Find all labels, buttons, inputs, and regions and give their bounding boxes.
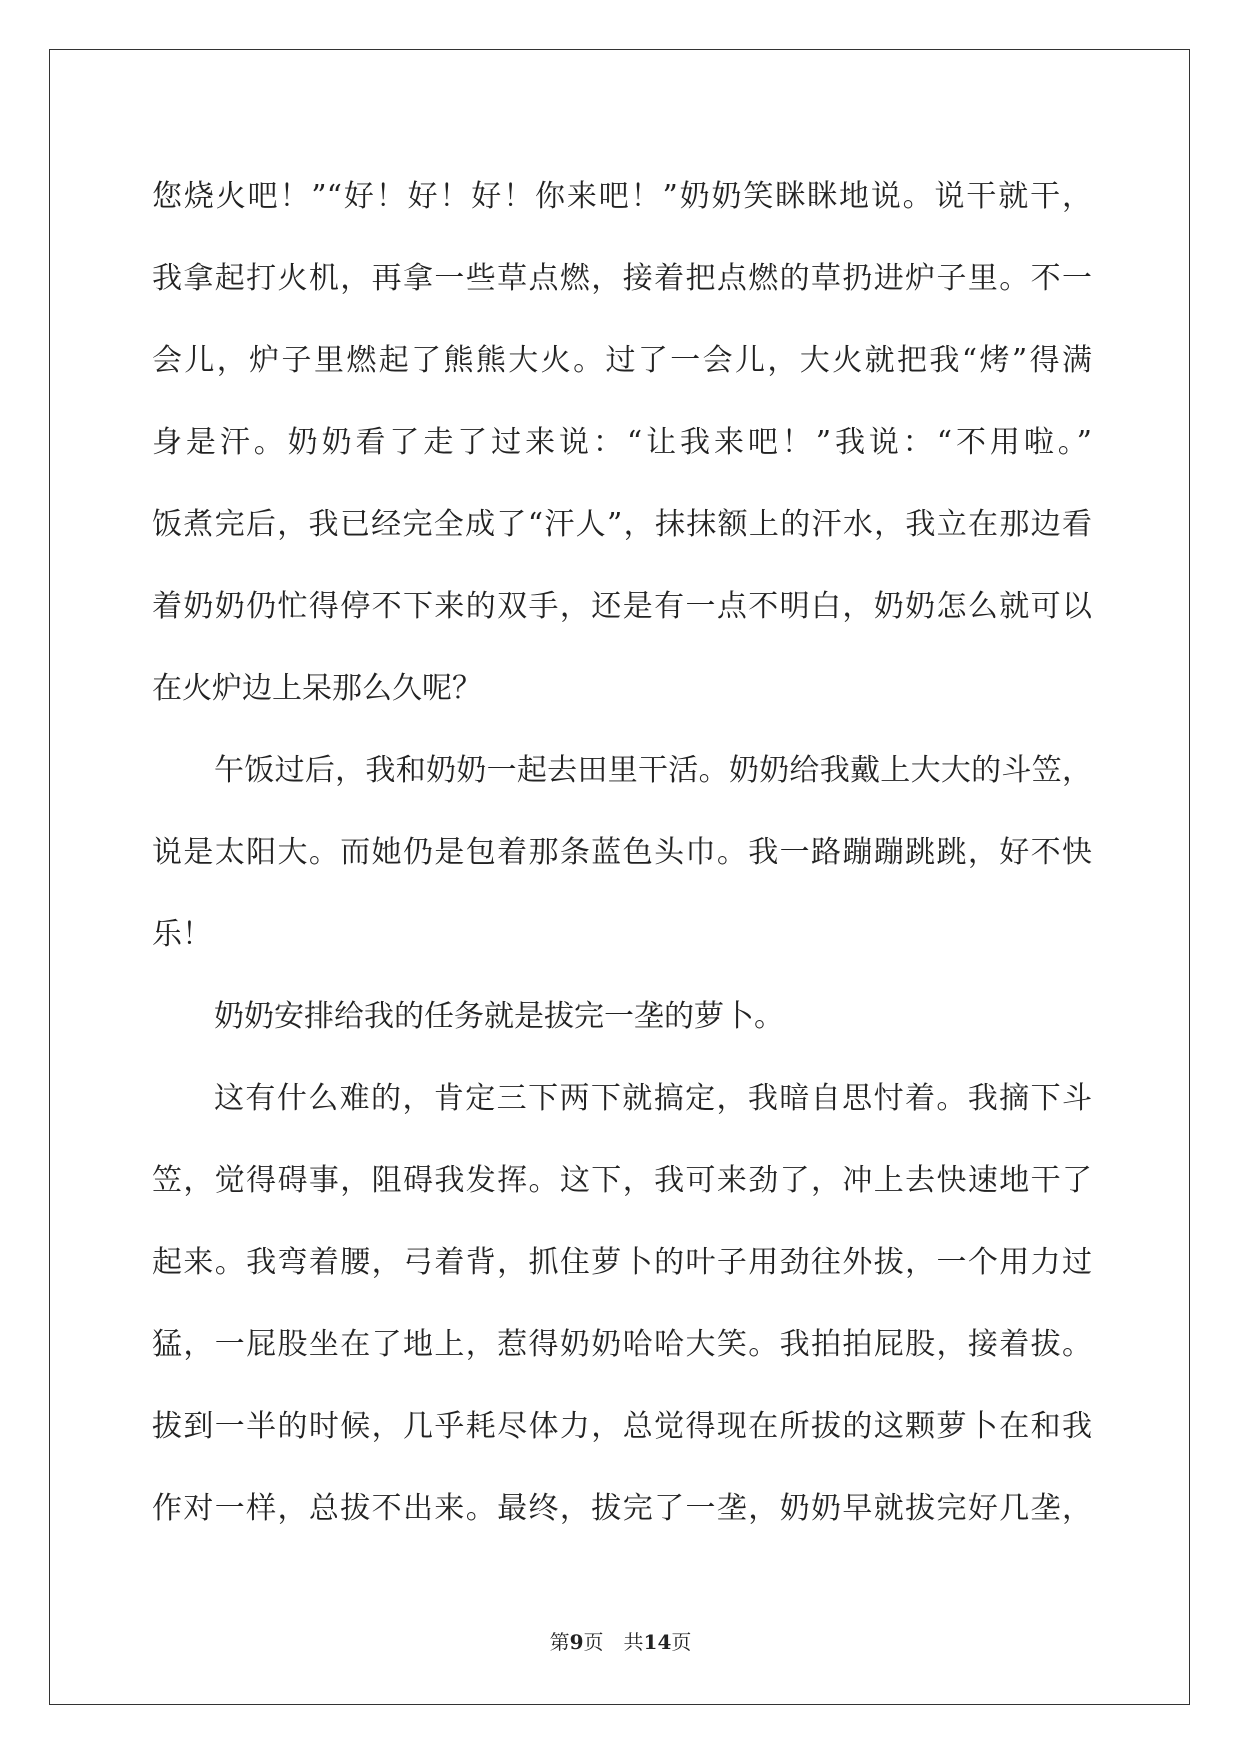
text-line: 会儿，炉子里燃起了熊熊大火。过了一会儿，大火就把我“烤”得满 [152,343,1092,378]
text-line: 我拿起打火机，再拿一些草点燃，接着把点燃的草扔进炉子里。不一 [152,261,1092,296]
document-body [152,156,1092,1550]
text-line: 说是太阳大。而她仍是包着那条蓝色头巾。我一路蹦蹦跳跳，好不快 [152,835,1092,870]
text-line: 作对一样，总拔不出来。最终，拔完了一垄，奶奶早就拔完好几垄， [152,1491,1092,1526]
text-line: 您烧火吧！”“好！好！好！你来吧！”奶奶笑眯眯地说。说干就干， [152,179,1092,214]
paragraph-start-line: 这有什么难的，肯定三下两下就搞定，我暗自思忖着。我摘下斗 [214,1081,1092,1116]
footer-middle: 页 共 [583,1630,644,1654]
text-line: 起来。我弯着腰，弓着背，抓住萝卜的叶子用劲往外拔，一个用力过 [152,1245,1092,1280]
total-page-number: 14 [643,1630,672,1654]
current-page-number: 9 [569,1630,584,1654]
text-line: 乐！ [152,917,212,952]
footer-suffix: 页 [671,1630,692,1654]
text-line: 在火炉边上呆那么久呢？ [152,671,482,706]
text-line: 饭煮完后，我已经完全成了“汗人”，抹抹额上的汗水，我立在那边看 [152,507,1092,542]
text-line: 身是汗。奶奶看了走了过来说：“让我来吧！”我说：“不用啦。” [152,425,1092,460]
page-footer [0,1626,1241,1655]
paragraph-start-line: 奶奶安排给我的任务就是拔完一垄的萝卜。 [214,999,784,1034]
text-line: 笠，觉得碍事，阻碍我发挥。这下，我可来劲了，冲上去快速地干了 [152,1163,1092,1198]
text-line: 拔到一半的时候，几乎耗尽体力，总觉得现在所拔的这颗萝卜在和我 [152,1409,1092,1444]
footer-prefix: 第 [549,1630,570,1654]
paragraph-start-line: 午饭过后，我和奶奶一起去田里干活。奶奶给我戴上大大的斗笠， [214,753,1092,788]
text-line: 着奶奶仍忙得停不下来的双手，还是有一点不明白，奶奶怎么就可以 [152,589,1092,624]
text-line: 猛，一屁股坐在了地上，惹得奶奶哈哈大笑。我拍拍屁股，接着拔。 [152,1327,1092,1362]
